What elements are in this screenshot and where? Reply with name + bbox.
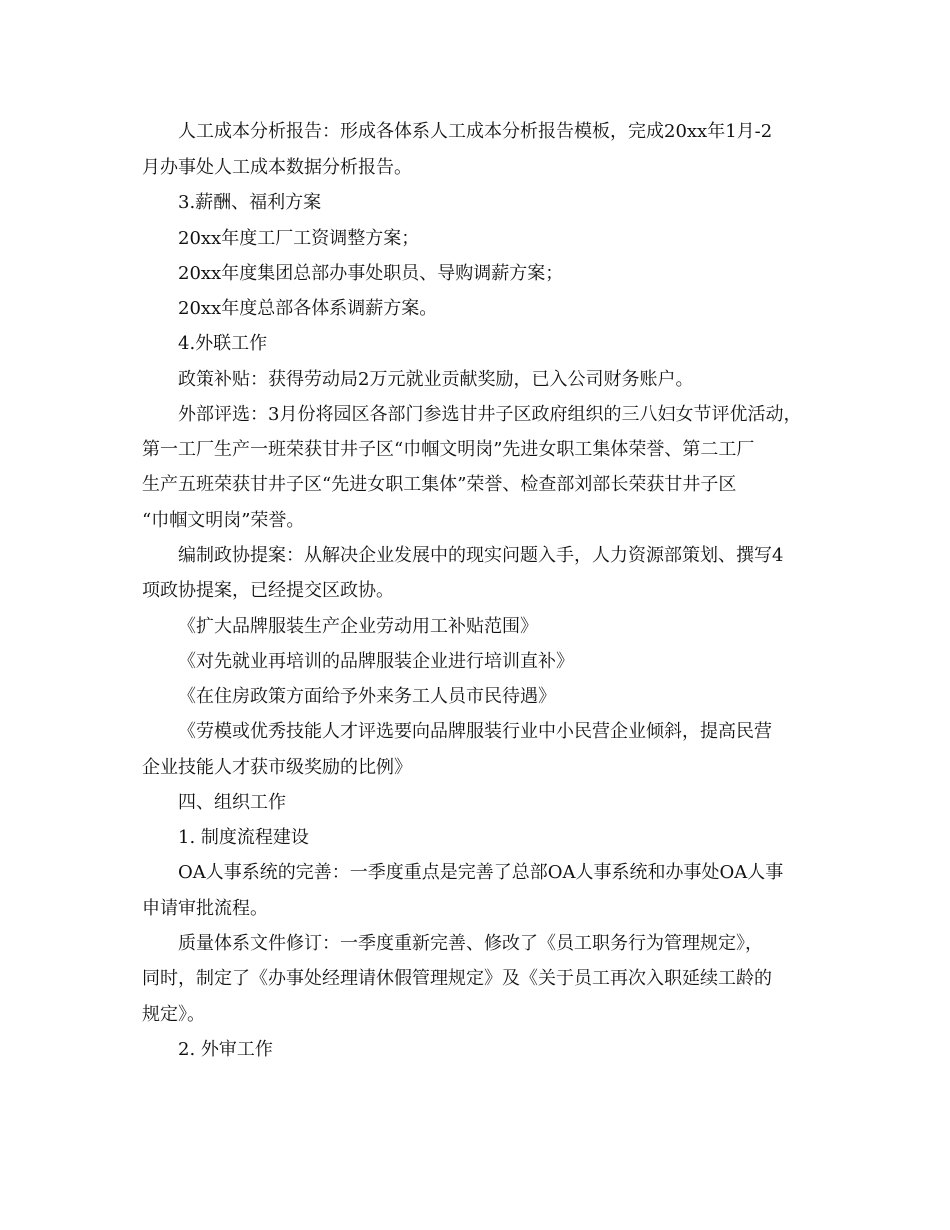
paragraph-line: 项政协提案，已经提交区政协。	[142, 580, 394, 601]
paragraph-line: 规定》。	[142, 1004, 205, 1025]
paragraph-line: 同时，制定了《办事处经理请休假管理规定》及《关于员工再次入职延续工龄的	[142, 968, 772, 989]
paragraph-line: 外部评选：3月份将园区各部门参选甘井子区政府组织的三八妇女节评优活动，	[178, 404, 802, 425]
paragraph-line: 20xx年度集团总部办事处职员、导购调薪方案；	[178, 263, 564, 284]
paragraph-line: 月办事处人工成本数据分析报告。	[142, 157, 412, 178]
paragraph-line: 质量体系文件修订：一季度重新完善、修改了《员工职务行为管理规定》，	[178, 933, 763, 954]
paragraph-line: 生产五班荣获甘井子区“先进女职工集体”荣誉、检查部刘部长荣获甘井子区	[142, 474, 737, 495]
paragraph-line: 申请审批流程。	[142, 898, 268, 919]
proposal-title: 《扩大品牌服装生产企业劳动用工补贴范围》	[178, 616, 538, 637]
section-heading: 1. 制度流程建设	[178, 827, 309, 848]
section-heading: 4.外联工作	[178, 333, 268, 354]
paragraph-line: 20xx年度总部各体系调薪方案。	[178, 298, 438, 319]
paragraph-line: 第一工厂生产一班荣获甘井子区“巾帼文明岗”先进女职工集体荣誉、第二工厂	[142, 439, 755, 460]
paragraph-line: 20xx年度工厂工资调整方案；	[178, 228, 420, 249]
section-heading: 四、组织工作	[178, 792, 286, 813]
proposal-title: 《在住房政策方面给予外来务工人员市民待遇》	[178, 686, 556, 707]
proposal-title: 企业技能人才获市级奖励的比例》	[142, 757, 412, 778]
paragraph-line: 编制政协提案：从解决企业发展中的现实问题入手，人力资源部策划、撰写4	[178, 545, 784, 566]
paragraph-line: 人工成本分析报告：形成各体系人工成本分析报告模板，完成20xx年1月-2	[178, 121, 773, 142]
proposal-title: 《劳模或优秀技能人才评选要向品牌服装行业中小民营企业倾斜，提高民营	[178, 721, 772, 742]
proposal-title: 《对先就业再培训的品牌服装企业进行培训直补》	[178, 651, 574, 672]
section-heading: 2. 外审工作	[178, 1039, 273, 1060]
paragraph-line: “巾帼文明岗”荣誉。	[142, 510, 305, 531]
paragraph-line: OA人事系统的完善：一季度重点是完善了总部OA人事系统和办事处OA人事	[178, 862, 784, 883]
section-heading: 3.薪酬、福利方案	[178, 192, 322, 213]
paragraph-line: 政策补贴：获得劳动局2万元就业贡献奖励，已入公司财务账户。	[178, 369, 694, 390]
